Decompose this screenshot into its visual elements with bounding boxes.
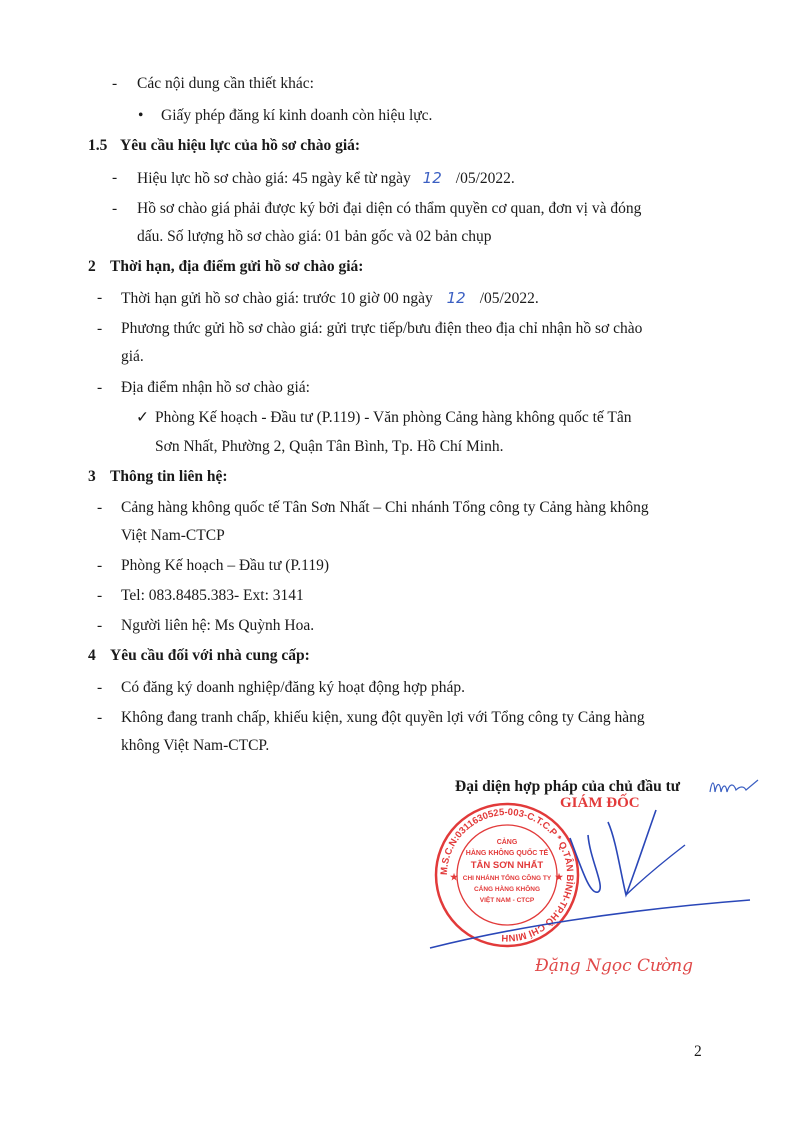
- department: Phòng Kế hoạch – Đầu tư (P.119): [121, 557, 330, 574]
- initials-mark: [706, 774, 762, 800]
- dash-marker: -: [97, 289, 103, 306]
- dash-marker: -: [97, 679, 103, 696]
- section-number: 2: [88, 258, 96, 275]
- section-heading: Thời hạn, địa điểm gửi hồ sơ chào giá:: [110, 258, 364, 275]
- other-content-label: Các nội dung cần thiết khác:: [137, 75, 314, 92]
- section-number: 4: [88, 647, 96, 664]
- deadline-text: Thời hạn gửi hồ sơ chào giá: trước 10 giờ 00 ngày: [121, 290, 433, 307]
- contact-person: Người liên hệ: Ms Quỳnh Hoa.: [121, 617, 315, 634]
- bullet-icon: •: [138, 107, 144, 124]
- business-license-item: Giấy phép đăng kí kinh doanh còn hiệu lực.: [161, 107, 433, 124]
- stamp-line: CẢNG HÀNG KHÔNG: [473, 886, 541, 893]
- receiving-place: Phòng Kế hoạch - Đầu tư (P.119) - Văn phòng Cảng hàng không quốc tế Tân: [155, 409, 632, 426]
- deadline-date: /05/2022.: [479, 290, 539, 307]
- section-heading: Yêu cầu đối với nhà cung cấp:: [110, 647, 310, 664]
- director-name: Đặng Ngọc Cường: [535, 956, 694, 976]
- handwritten-day: 12: [446, 289, 466, 307]
- organization: Cảng hàng không quốc tế Tân Sơn Nhất – Chi nhánh Tổng công ty Cảng hàng không: [121, 499, 649, 516]
- dash-marker: -: [97, 617, 103, 634]
- receiving-place-label: Địa điểm nhận hồ sơ chào giá:: [121, 379, 310, 396]
- dash-marker: -: [112, 169, 118, 186]
- stamp-line: VIỆT NAM - CTCP: [479, 897, 535, 904]
- dash-marker: -: [112, 200, 118, 217]
- dash-marker: -: [97, 320, 103, 337]
- director-title: GIÁM ĐỐC: [560, 795, 640, 811]
- deadline-line: [121, 288, 539, 309]
- dash-marker: -: [97, 557, 103, 574]
- submission-method-cont: giá.: [121, 348, 144, 365]
- section-number: 1.5: [88, 137, 108, 154]
- director-signature: [420, 800, 760, 960]
- submission-method: Phương thức gửi hồ sơ chào giá: gửi trực tiếp/bưu điện theo địa chỉ nhận hồ sơ chào: [121, 320, 643, 337]
- check-icon: ✓: [136, 409, 149, 426]
- section-number: 3: [88, 468, 96, 485]
- section-heading: Yêu cầu hiệu lực của hồ sơ chào giá:: [120, 137, 361, 154]
- dash-marker: -: [97, 379, 103, 396]
- requirement-registration: Có đăng ký doanh nghiệp/đăng ký hoạt động hợp pháp.: [121, 679, 465, 696]
- receiving-place-cont: Sơn Nhất, Phường 2, Quận Tân Bình, Tp. Hồ Chí Minh.: [155, 438, 504, 455]
- stamp-line: HÀNG KHÔNG QUỐC TẾ: [465, 850, 549, 857]
- stamp-line: TÂN SƠN NHẤT: [470, 860, 544, 871]
- telephone: Tel: 083.8485.383- Ext: 3141: [121, 587, 304, 604]
- dash-marker: -: [97, 709, 103, 726]
- validity-date: /05/2022.: [455, 170, 515, 187]
- requirement-no-dispute: Không đang tranh chấp, khiếu kiện, xung đột quyền lợi với Tổng công ty Cảng hàng: [121, 709, 645, 726]
- dash-marker: -: [97, 587, 103, 604]
- page-number: 2: [694, 1043, 702, 1060]
- stamp-line: CẢNG: [496, 839, 518, 846]
- star-icon: ★: [555, 872, 564, 882]
- requirement-no-dispute-cont: không Việt Nam-CTCP.: [121, 737, 270, 754]
- signing-requirement-cont: dấu. Số lượng hồ sơ chào giá: 01 bản gốc và 02 bản chụp: [137, 228, 492, 245]
- legal-representative-label: Đại diện hợp pháp của chủ đầu tư: [455, 778, 681, 795]
- handwritten-day: 12: [422, 169, 442, 187]
- validity-text: Hiệu lực hồ sơ chào giá: 45 ngày kể từ ngày: [137, 170, 411, 187]
- dash-marker: -: [112, 75, 118, 92]
- validity-line: [137, 168, 515, 189]
- signing-requirement: Hồ sơ chào giá phải được ký bởi đại diện có thẩm quyền cơ quan, đơn vị và đóng: [137, 200, 642, 217]
- star-icon: ★: [450, 872, 459, 882]
- stamp-line: CHI NHÁNH TỔNG CÔNG TY: [462, 875, 552, 882]
- section-heading: Thông tin liên hệ:: [110, 468, 228, 485]
- organization-cont: Việt Nam-CTCP: [121, 527, 225, 544]
- stamp-ring-text: M.S.C.N:0311630525-003-C.T.C.P * Q.TÂN BÌNH-TP.HỒ CHÍ MINH: [438, 806, 576, 944]
- dash-marker: -: [97, 499, 103, 516]
